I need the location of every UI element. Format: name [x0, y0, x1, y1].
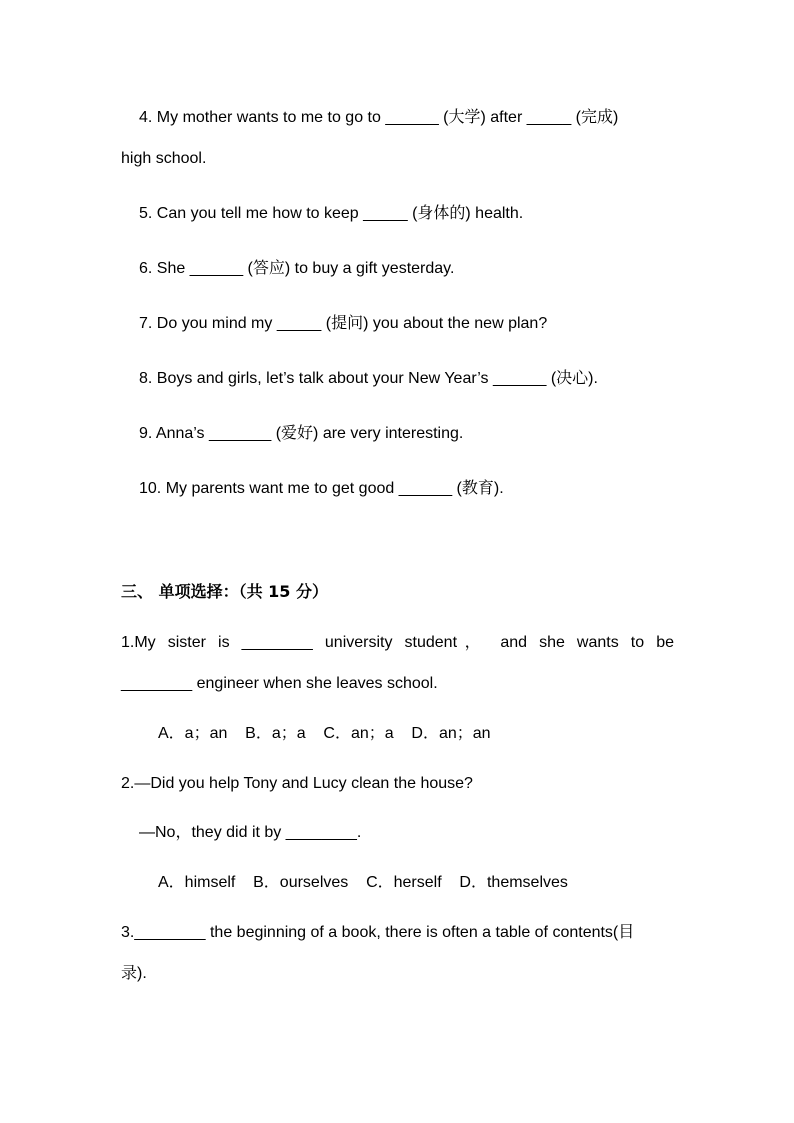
section-3-heading: 三、 单项选择：（共 15 分）	[121, 582, 328, 601]
choice-question-2-line-1: 2.—Did you help Tony and Lucy clean the house?	[121, 775, 473, 792]
question-4-line-2: high school.	[121, 150, 207, 167]
choice-question-1-line-1	[121, 633, 674, 653]
question-5: 5. Can you tell me how to keep _____ (身体的) health.	[139, 205, 524, 222]
question-4-line-1: 4. My mother wants to me to go to ______ (大学) after _____ (完成)	[139, 109, 619, 126]
question-7: 7. Do you mind my _____ (提问) you about the new plan?	[139, 315, 548, 332]
question-6: 6. She ______ (答应) to buy a gift yesterday.	[139, 260, 455, 277]
question-8: 8. Boys and girls, let’s talk about your New Year’s ______ (决心).	[139, 370, 598, 387]
question-10: 10. My parents want me to get good ______ (教育).	[139, 480, 504, 497]
choice-question-2-options: A．himself B．ourselves C．herself D．themselves	[158, 874, 568, 891]
choice-question-1-line-2: ________ engineer when she leaves school.	[121, 675, 438, 692]
choice-question-3-line-1: 3.________ the beginning of a book, there is often a table of contents(目	[121, 924, 635, 941]
question-9: 9. Anna’s _______ (爱好) are very interesting.	[139, 425, 464, 442]
choice-question-3-line-2: 录).	[121, 965, 147, 982]
choice-question-1-options: A．a；an B．a；a C．an；a D．an；an	[158, 725, 491, 742]
choice-question-1-line-1-text: 1.My sister is ________ university student， and she wants to be	[121, 634, 674, 651]
choice-question-2-line-2: —No，they did it by ________.	[139, 824, 362, 841]
